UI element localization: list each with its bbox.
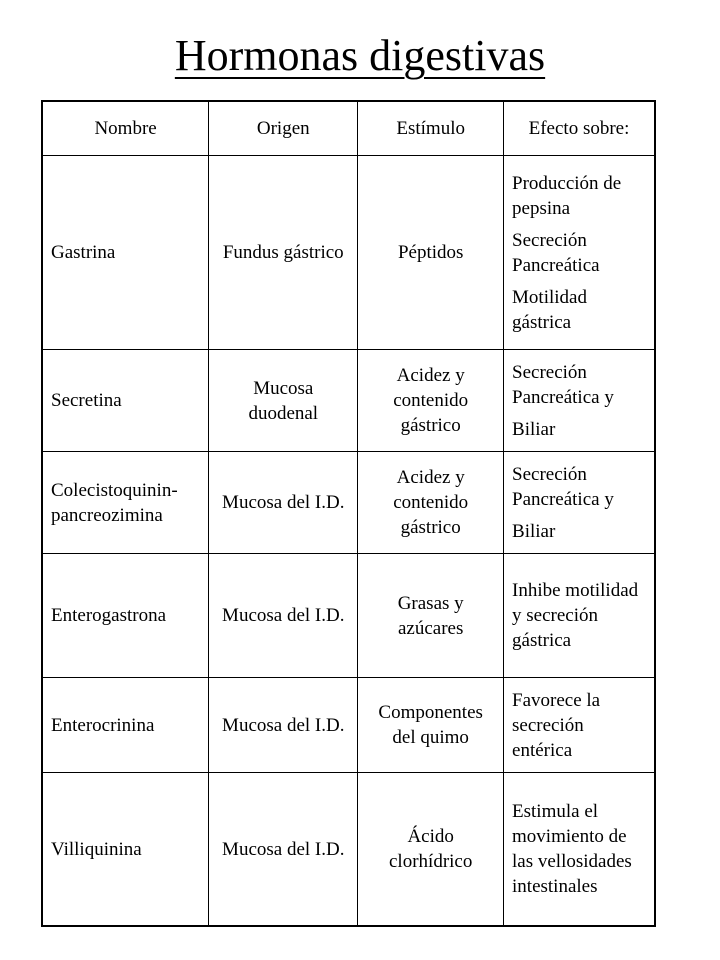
cell-nombre: Enterogastrona xyxy=(42,554,209,678)
table-row xyxy=(42,554,655,678)
cell-nombre: Secretina xyxy=(42,350,209,452)
cell-origen: Mucosa del I.D. xyxy=(209,452,358,554)
table-row xyxy=(42,350,655,452)
table-row xyxy=(42,452,655,554)
header-efecto: Efecto sobre: xyxy=(504,101,655,156)
cell-origen: Mucosa del I.D. xyxy=(209,773,358,927)
cell-nombre: Enterocrinina xyxy=(42,678,209,773)
table-header-row xyxy=(42,101,655,156)
table-row xyxy=(42,156,655,350)
header-origen: Origen xyxy=(209,101,358,156)
cell-nombre: Colecistoquinin-pancreozimina xyxy=(42,452,209,554)
effect-item: Secreción Pancreática y xyxy=(512,361,614,408)
cell-efecto xyxy=(504,156,655,350)
cell-estimulo: Acidez y contenido gástrico xyxy=(358,452,504,554)
cell-origen: Mucosa duodenal xyxy=(209,350,358,452)
cell-efecto xyxy=(504,554,655,678)
table-row xyxy=(42,773,655,927)
cell-nombre: Gastrina xyxy=(42,156,209,350)
effect-item: Secreción Pancreática xyxy=(512,229,600,276)
cell-estimulo: Componentes del quimo xyxy=(358,678,504,773)
effect-item: Biliar xyxy=(512,520,556,542)
cell-nombre: Villiquinina xyxy=(42,773,209,927)
effect-item: Producción de pepsina xyxy=(512,172,622,219)
cell-origen: Mucosa del I.D. xyxy=(209,554,358,678)
table-row xyxy=(42,678,655,773)
cell-origen: Mucosa del I.D. xyxy=(209,678,358,773)
hormones-table xyxy=(41,100,656,927)
effect-item: Biliar xyxy=(512,418,556,440)
cell-efecto xyxy=(504,452,655,554)
cell-efecto xyxy=(504,678,655,773)
effect-item: Motilidad gástrica xyxy=(512,286,587,333)
cell-efecto xyxy=(504,350,655,452)
effect-item: Estimula el movimiento de las vellosidades intestinales xyxy=(512,801,632,897)
effect-item: Inhibe motilidad y secreción gástrica xyxy=(512,580,639,651)
cell-estimulo: Acidez y contenido gástrico xyxy=(358,350,504,452)
cell-estimulo: Grasas y azúcares xyxy=(358,554,504,678)
header-nombre: Nombre xyxy=(42,101,209,156)
header-estimulo: Estímulo xyxy=(358,101,504,156)
cell-estimulo: Péptidos xyxy=(358,156,504,350)
cell-efecto xyxy=(504,773,655,927)
effect-item: Favorece la secreción entérica xyxy=(512,689,601,761)
effect-item: Secreción Pancreática y xyxy=(512,463,614,510)
cell-origen: Fundus gástrico xyxy=(209,156,358,350)
page-title: Hormonas digestivas xyxy=(174,31,546,80)
cell-estimulo: Ácido clorhídrico xyxy=(358,773,504,927)
